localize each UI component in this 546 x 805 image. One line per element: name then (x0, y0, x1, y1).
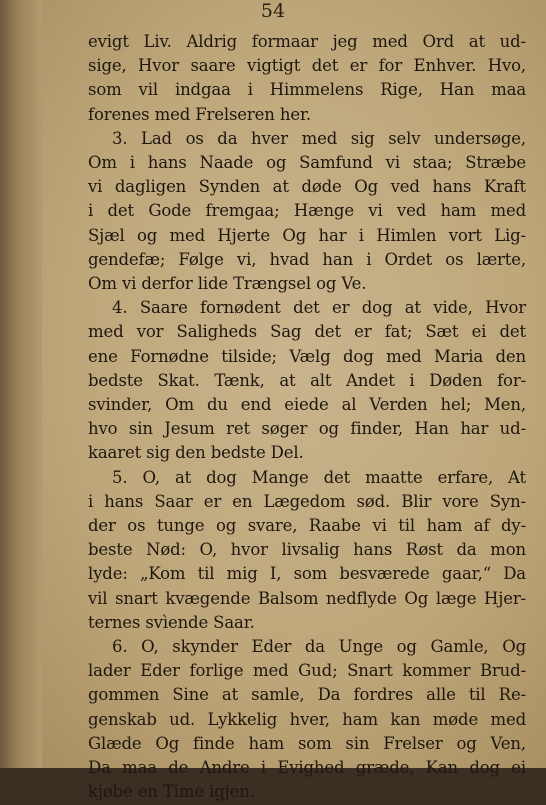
text-line: gommen Sine at samle, Da fordres alle til Re- (88, 685, 526, 705)
text-line: svinder, Om du end eiede al Verden hel; Men, (88, 395, 526, 415)
text-line: lyde: „Kom til mig I, som besværede gaar,“ Da (88, 564, 526, 584)
text-line: genskab ud. Lykkelig hver, ham kan møde med (88, 709, 526, 729)
text-line: lader Eder forlige med Gud; Snart kommer Brud- (88, 661, 526, 681)
page-gutter (0, 0, 42, 768)
text-line: sige, Hvor saare vigtigt det er for Enhver. Hvo, (88, 56, 526, 76)
page-number: 54 (260, 0, 286, 22)
text-line: der os tunge og svare, Raabe vi til ham af dy- (88, 516, 526, 536)
text-line: Da maa de Andre i Evighed græde, Kan dog ei (88, 758, 526, 778)
text-line: Sjæl og med Hjerte Og har i Himlen vort Lig- (88, 225, 526, 245)
text-line: gendefæ; Følge vi, hvad han i Ordet os lærte, (88, 249, 526, 269)
text-line: ene Fornødne tilside; Vælg dog med Maria den (88, 346, 526, 366)
text-line: Om i hans Naade og Samfund vi staa; Stræbe (88, 153, 526, 173)
text-line: 3. Lad os da hver med sig selv undersøge, (112, 128, 526, 148)
text-line: 4. Saare fornødent det er dog at vide, Hvor (112, 298, 526, 318)
text-line: i det Gode fremgaa; Hænge vi ved ham med (88, 201, 526, 221)
text-line: Glæde Og finde ham som sin Frelser og Ven, (88, 733, 526, 753)
text-line: som vil indgaa i Himmelens Rige, Han maa (88, 80, 526, 100)
text-line: beste Nød: O, hvor livsalig hans Røst da mon (88, 540, 526, 560)
text-line: vil snart kvægende Balsom nedflyde Og læge Hjer- (88, 588, 526, 608)
text-line: evigt Liv. Aldrig formaar jeg med Ord at ud- (88, 32, 526, 51)
text-line: ternes svìende Saar. (88, 612, 255, 632)
text-line: med vor Saligheds Sag det er fat; Sæt ei det (88, 322, 526, 342)
text-line: kaaret sig den bedste Del. (88, 443, 304, 463)
text-line: hvo sin Jesum ret søger og finder, Han har ud- (88, 419, 526, 439)
text-line: vi dagligen Synden at døde Og ved hans Kraft (88, 177, 526, 197)
text-line: i hans Saar er en Lægedom sød. Blir vore Syn- (88, 491, 526, 511)
text-line: bedste Skat. Tænk, at alt Andet i Døden for- (88, 370, 526, 390)
text-line: kjøbe en Time igjen. (88, 782, 255, 802)
text-line: forenes med Frelseren her. (88, 104, 311, 124)
hymn-text-block (88, 30, 526, 805)
text-line: 5. O, at dog Mange det maatte erfare, At (112, 467, 526, 487)
text-line: 6. O, skynder Eder da Unge og Gamle, Og (112, 637, 526, 657)
text-line: Om vi derfor lide Trængsel og Ve. (88, 274, 367, 294)
